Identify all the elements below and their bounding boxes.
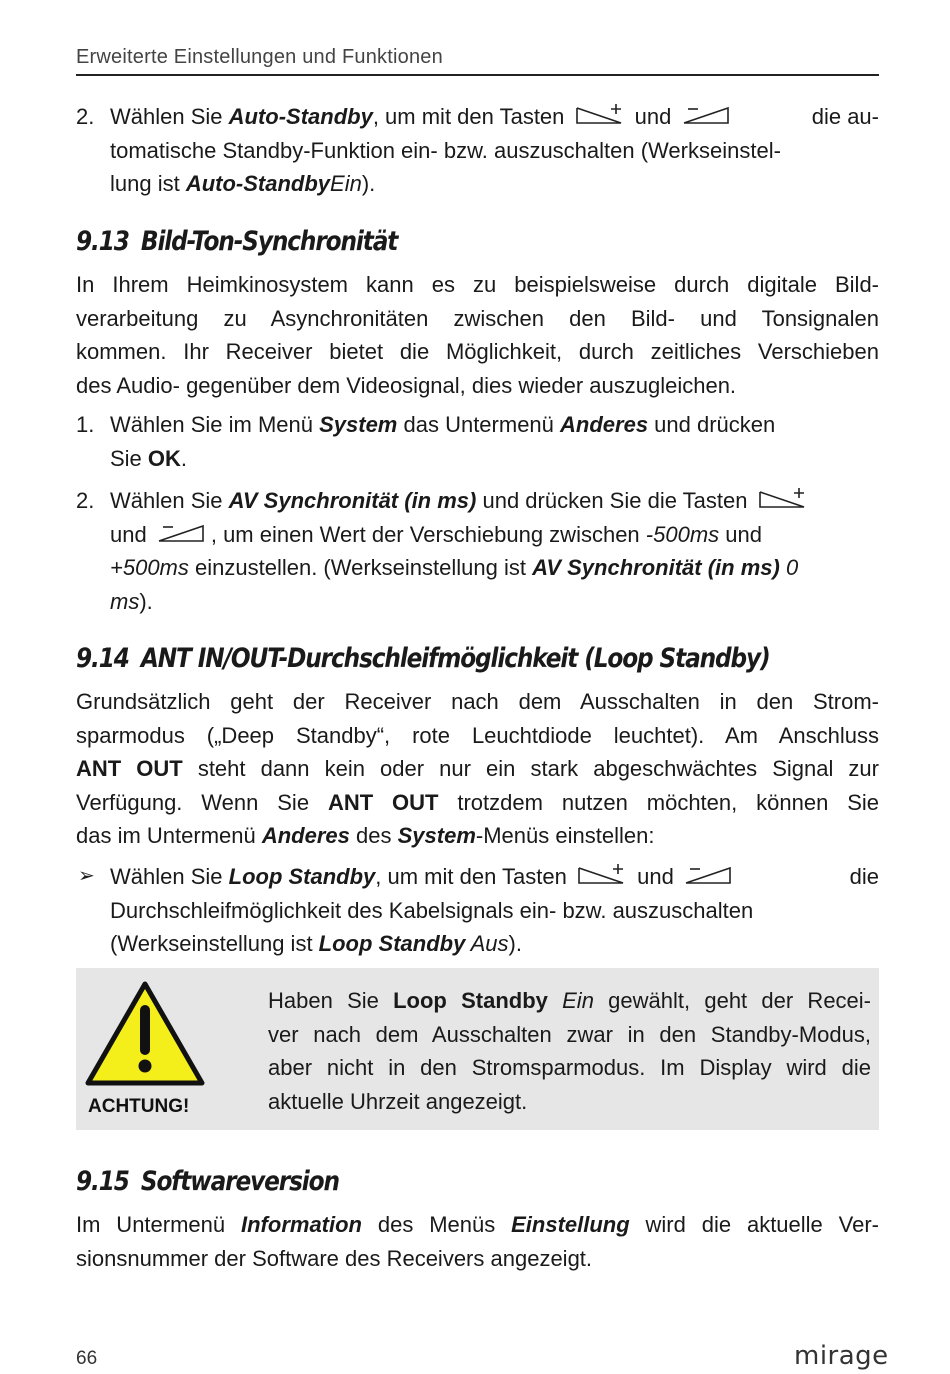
section-heading-9-15: 9.15 Softwareversion xyxy=(76,1166,339,1197)
volume-up-key-icon xyxy=(758,487,808,511)
section-9-14-paragraph: Grundsätzlich geht der Receiver nach dem Ausschalten in den Strom- sparmodus („Deep Standby“, rote Leuchtdiode leuchtet). Am Anschluss ANT OUT steht dann kein oder nur ein stark abgeschwächtes Signal zur Verfügung. Wenn Sie ANT OUT trotzdem nutzen möchten, können Sie das im Untermenü Anderes des System-Menüs einstellen: xyxy=(76,689,879,848)
step-number: 1. xyxy=(76,412,95,437)
brand-logo: mirage xyxy=(794,1341,889,1371)
step-number: 2. xyxy=(76,104,95,129)
step-number: 2. xyxy=(76,488,95,513)
section-heading-9-13: 9.13 Bild-Ton-Synchronität xyxy=(76,226,398,257)
section-heading-9-14: 9.14 ANT IN/OUT-Durchschleifmöglichkeit (Loop Standby) xyxy=(76,643,770,674)
section-9-13-paragraph: In Ihrem Heimkinosystem kann es zu beispielsweise durch digitale Bild- verarbeitung zu Asynchronitäten zwischen den Bild- und Tonsignalen kommen. Ihr Receiver bietet die Möglichkeit, durch zeitliches Verschieben des Audio- gegenüber dem Videosignal, dies wieder auszugleichen. xyxy=(76,272,879,398)
section-9-15-paragraph: Im Untermenü Information des Menüs Einstellung wird die aktuelle Ver- sionsnummer der Software des Receivers angezeigt. xyxy=(76,1212,880,1271)
volume-down-key-icon xyxy=(682,103,732,127)
section-9-13-step-2: 2. Wählen Sie AV Synchronität (in ms) und drücken Sie die Tasten und , um einen Wert der Verschiebung zwischen -500ms und +500ms einzustellen. (Werkseinstellung ist AV Synchronität (in ms) 0 ms). xyxy=(76,484,879,618)
warning-note-box xyxy=(76,968,879,1130)
warning-text: Haben Sie Loop Standby Ein gewählt, geht der Recei- ver nach dem Ausschalten zwar in den Standby-Modus, aber nicht in den Stromsparmodus. Im Display wird die aktuelle Uhrzeit angezeigt. xyxy=(268,988,872,1114)
volume-down-key-icon xyxy=(684,863,734,887)
bullet-arrow-icon: ➢ xyxy=(78,865,95,887)
warning-triangle-icon xyxy=(84,980,206,1088)
header-divider xyxy=(76,74,879,76)
menu-item-auto-standby: Auto-Standby xyxy=(228,104,373,129)
section-9-14-bullet: ➢ Wählen Sie Loop Standby, um mit den Tasten und die Durchschleifmöglichkeit des Kabelsignals ein- bzw. auszuschalten (Werkseinstellung ist Loop Standby Aus). xyxy=(76,860,879,961)
warning-label: ACHTUNG! xyxy=(88,1096,190,1117)
page-number: 66 xyxy=(76,1348,98,1369)
running-header: Erweiterte Einstellungen und Funktionen xyxy=(76,46,443,68)
volume-up-key-icon xyxy=(577,863,627,887)
section-9-13-step-1: 1. Wählen Sie im Menü System das Untermenü Anderes und drücken Sie OK. xyxy=(76,408,879,475)
volume-down-key-icon xyxy=(157,521,207,545)
intro-step-2: 2. Wählen Sie Auto-Standby, um mit den Tasten und die au- tomatische Standby-Funktion ein- bzw. auszuschalten (Werkseinstel- lung ist Auto-StandbyEin). xyxy=(76,100,879,201)
volume-up-key-icon xyxy=(575,103,625,127)
